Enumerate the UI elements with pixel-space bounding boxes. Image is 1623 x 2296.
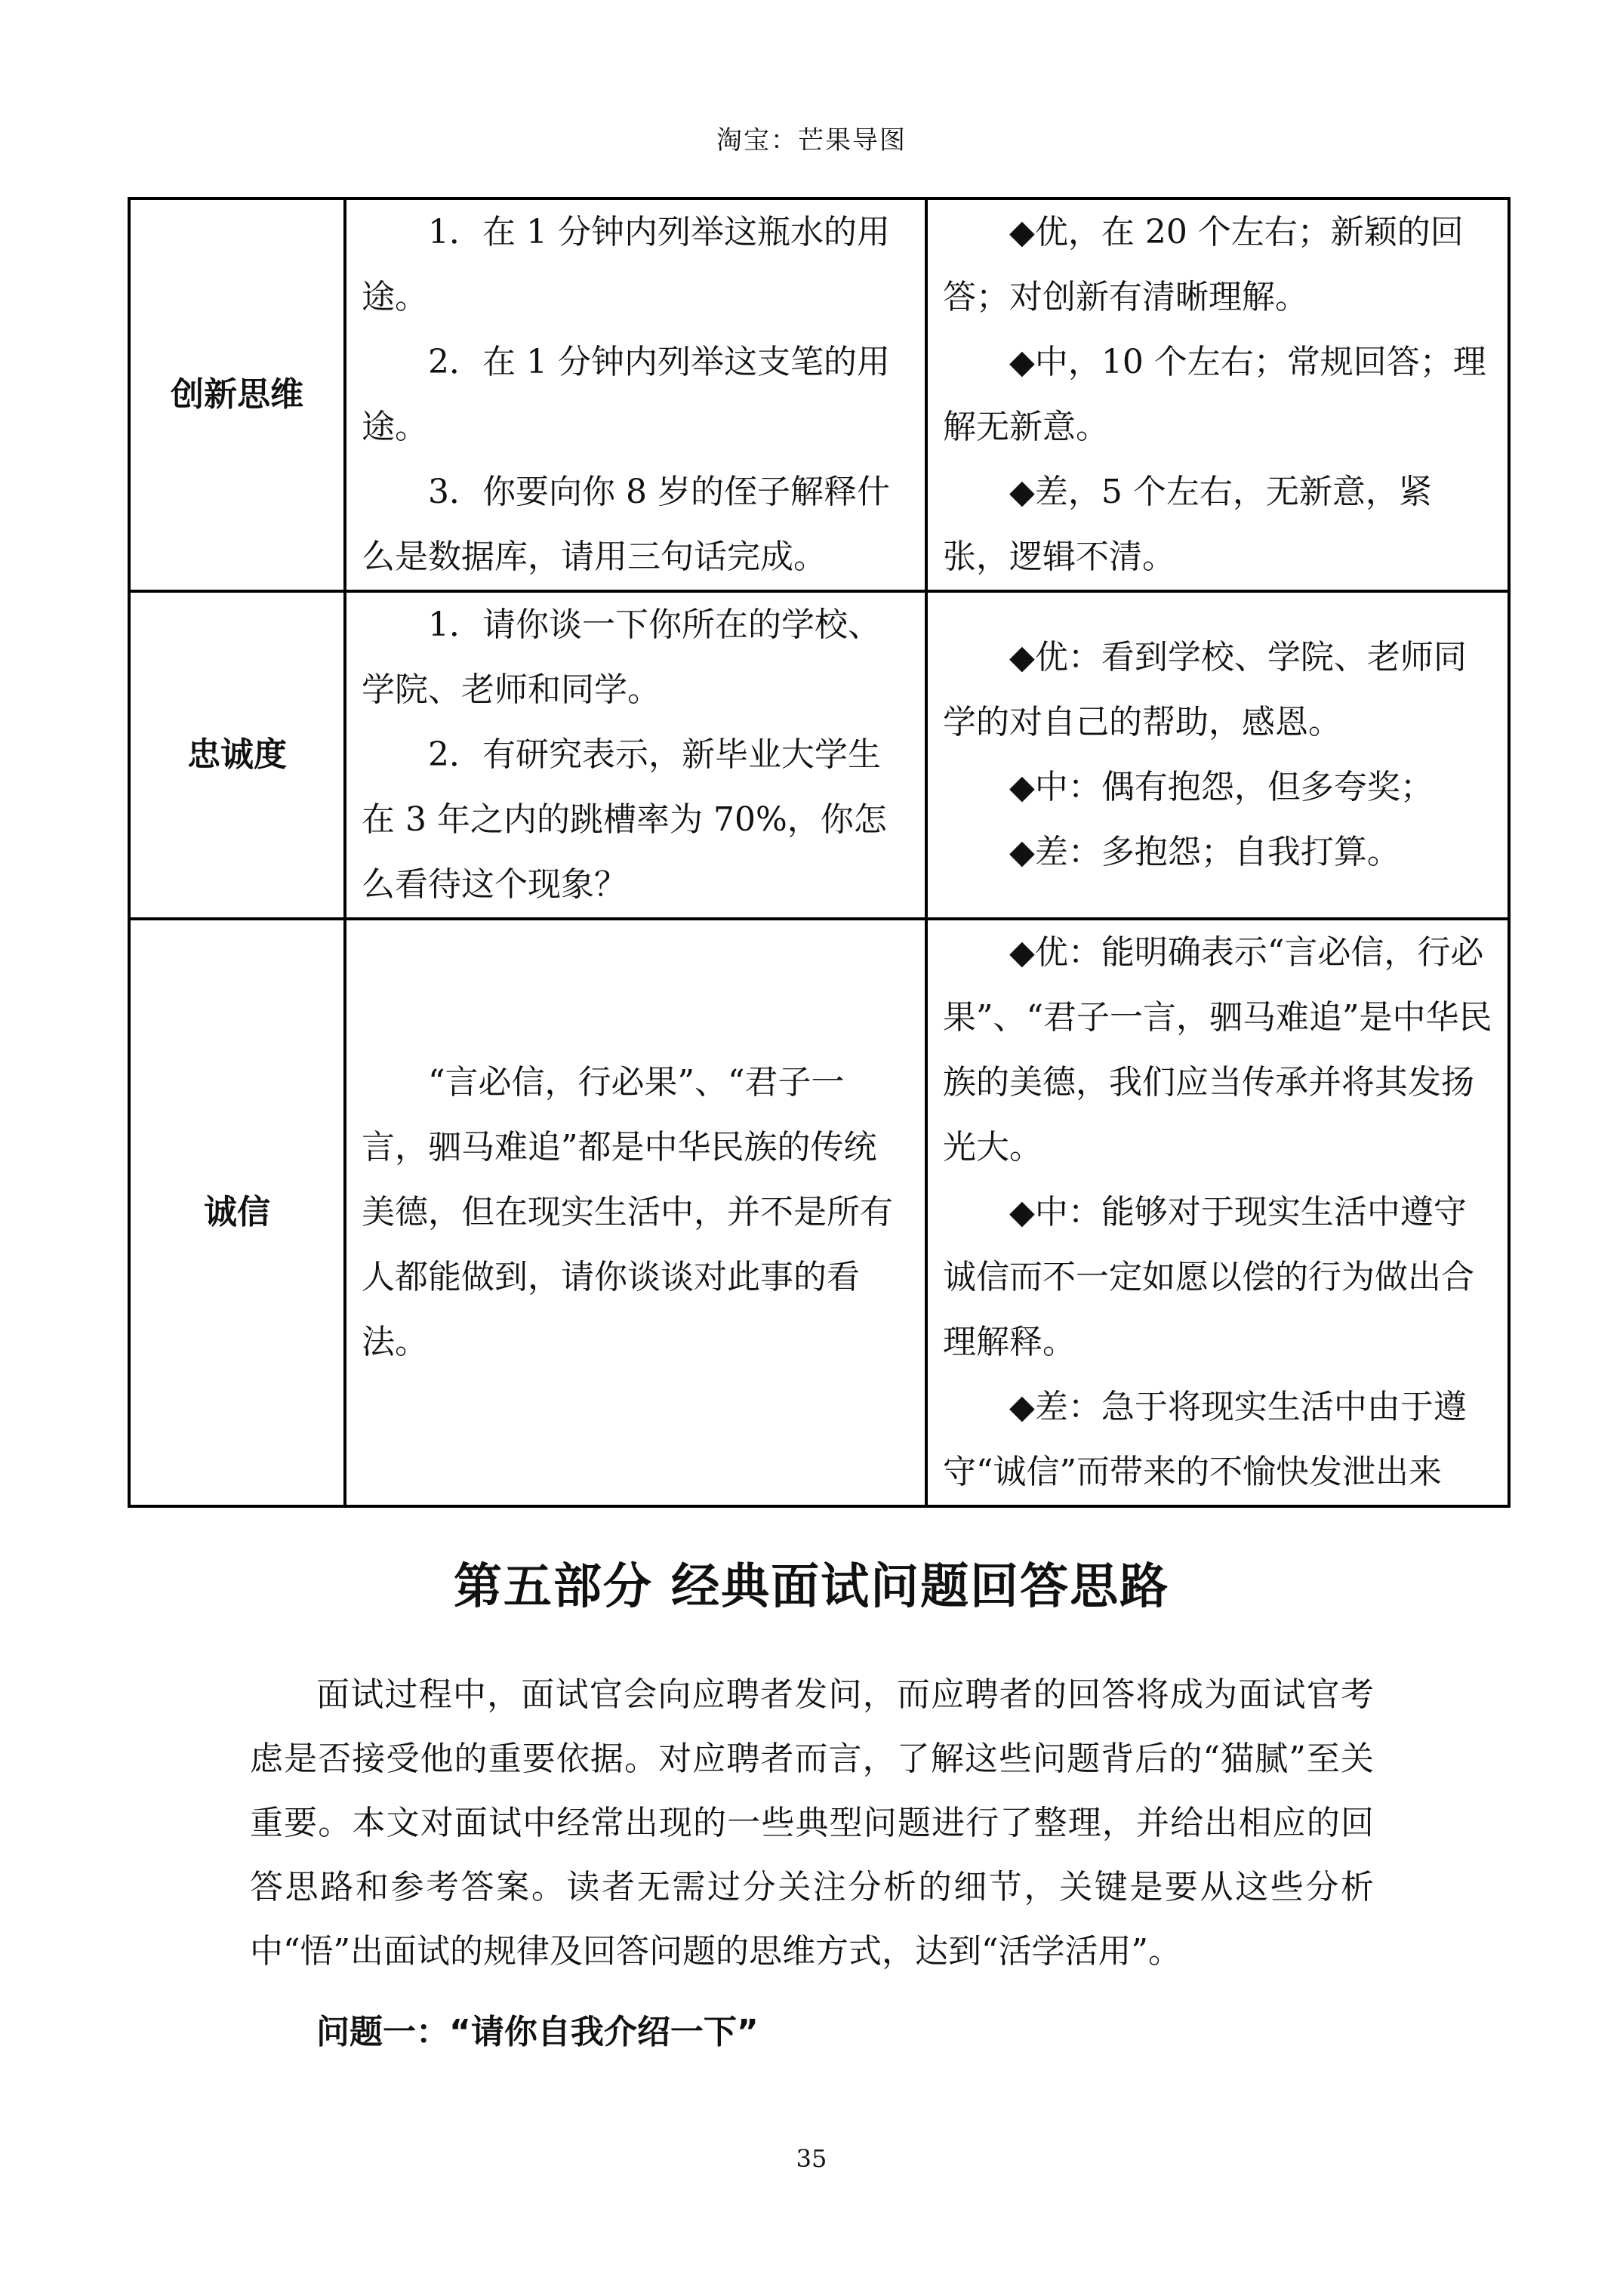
criteria-item: ◆优，在 20 个左右；新颖的回答；对创新有清晰理解。 bbox=[943, 213, 1464, 316]
criteria-item: ◆中：偶有抱怨，但多夸奖； bbox=[1009, 768, 1434, 806]
question-item: 3．你要向你 8 岁的侄子解释什么是数据库，请用三句话完成。 bbox=[362, 473, 890, 576]
category-cell: 诚信 bbox=[129, 919, 345, 1506]
criteria-item: ◆差：多抱怨；自我打算。 bbox=[1009, 833, 1400, 871]
category-cell: 忠诚度 bbox=[129, 591, 345, 919]
criteria-cell bbox=[926, 591, 1509, 919]
criteria-item: ◆中：能够对于现实生活中遵守诚信而不一定如愿以偿的行为做出合理解释。 bbox=[943, 1193, 1474, 1361]
category-cell: 创新思维 bbox=[129, 199, 345, 591]
criteria-cell bbox=[926, 199, 1509, 591]
question-item: 1．请你谈一下你所在的学校、学院、老师和同学。 bbox=[362, 606, 881, 709]
criteria-item: ◆优：能明确表示“言必信，行必果”、“君子一言，驷马难追”是中华民族的美德，我们应当传承并将其发扬光大。 bbox=[943, 933, 1492, 1166]
questions-cell bbox=[345, 199, 926, 591]
criteria-cell bbox=[926, 919, 1509, 1506]
question-item: 2．在 1 分钟内列举这支笔的用途。 bbox=[362, 343, 890, 446]
evaluation-table bbox=[128, 197, 1511, 1508]
table-row bbox=[129, 199, 1509, 591]
page-header: 淘宝：芒果导图 bbox=[716, 125, 907, 156]
table-row bbox=[129, 919, 1509, 1506]
criteria-item: ◆优：看到学校、学院、老师同学的对自己的帮助，感恩。 bbox=[943, 638, 1467, 741]
section-title: 第五部分 经典面试问题回答思路 bbox=[453, 1559, 1170, 1615]
question-item: 2．有研究表示，新毕业大学生在 3 年之内的跳槽率为 70%，你怎么看待这个现象？ bbox=[362, 735, 887, 904]
criteria-item: ◆差：急于将现实生活中由于遵守“诚信”而带来的不愉快发泄出来 bbox=[943, 1388, 1467, 1491]
criteria-item: ◆差，5 个左右，无新意，紧张，逻辑不清。 bbox=[943, 473, 1432, 576]
questions-cell bbox=[345, 919, 926, 1506]
questions-cell bbox=[345, 591, 926, 919]
page-number: 35 bbox=[796, 2144, 827, 2173]
question-item: 1．在 1 分钟内列举这瓶水的用途。 bbox=[362, 213, 890, 316]
question-heading: 问题一：“请你自我介绍一下” bbox=[316, 2013, 759, 2051]
body-paragraph: 面试过程中，面试官会向应聘者发问，而应聘者的回答将成为面试官考虑是否接受他的重要依据。对应聘者而言，了解这些问题背后的“猫腻”至关重要。本文对面试中经常出现的一些典型问题进行了整理，并给出相应的回答思路和参考答案。读者无需过分关注分析的细节，关键是要从这些分析中“悟”出面试的规律及回答问题的思维方式，达到“活学活用”。 bbox=[250, 1675, 1374, 1971]
criteria-item: ◆中，10 个左右；常规回答；理解无新意。 bbox=[943, 343, 1486, 446]
question-item: “言必信，行必果”、“君子一言，驷马难追”都是中华民族的传统美德，但在现实生活中，并不是所有人都能做到，请你谈谈对此事的看法。 bbox=[362, 1063, 893, 1361]
table-row bbox=[129, 591, 1509, 919]
